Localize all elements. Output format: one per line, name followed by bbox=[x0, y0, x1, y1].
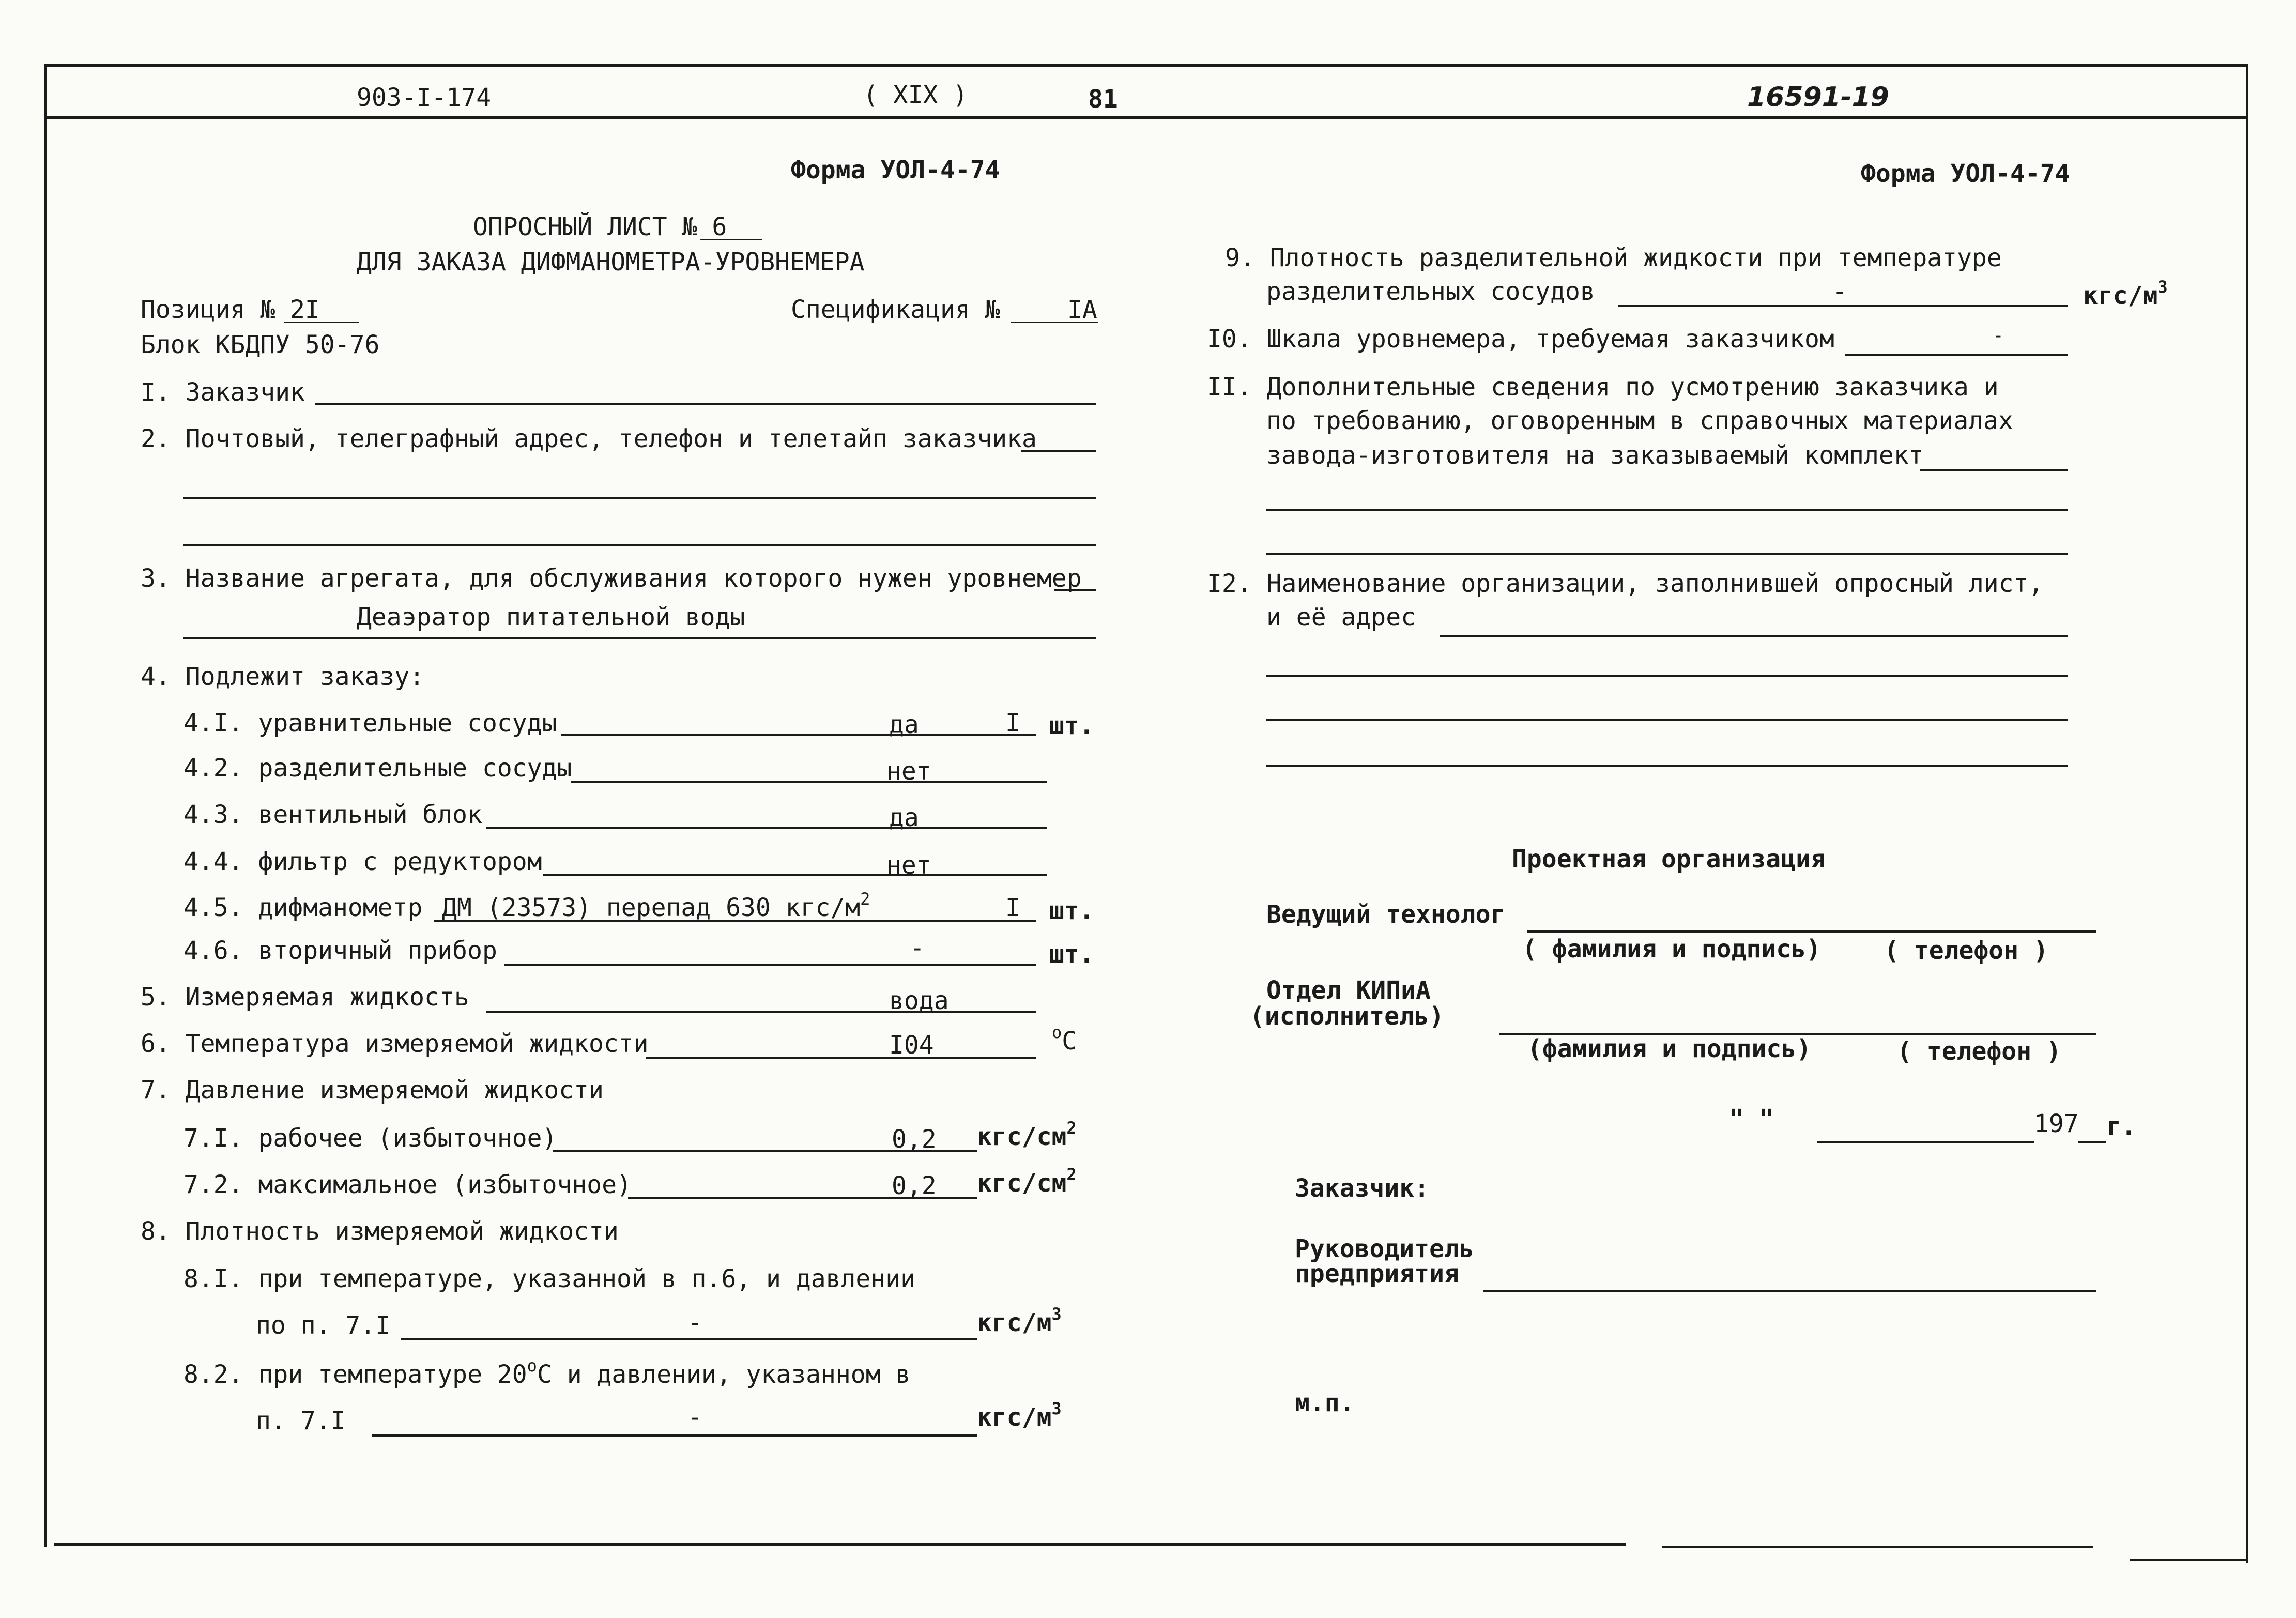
item-12-line2: и её адрес bbox=[1266, 603, 1416, 632]
item-8-1-unit: кгс/$м^3$ bbox=[977, 1304, 1062, 1337]
item-8-1-line1: 8.I. при температуре, указанной в п.6, и давлении bbox=[183, 1264, 916, 1293]
item-4-5-value: ДМ (23573) перепад 630 кгс/$м^2$ bbox=[442, 889, 870, 922]
item-8-1-value: - bbox=[687, 1308, 702, 1337]
item-4-1-field[interactable] bbox=[561, 734, 1036, 736]
lead-technologist-label: Ведущий технолог bbox=[1266, 900, 1506, 929]
dept-executor-label: (исполнитель) bbox=[1250, 1002, 1444, 1031]
specification-value: IA bbox=[1067, 295, 1097, 324]
item-4-6-field[interactable] bbox=[504, 964, 1036, 966]
item-4-6-unit: шт. bbox=[1049, 940, 1094, 969]
item-4-3-label: 4.3. вентильный блок bbox=[183, 800, 482, 829]
item-10-value: - bbox=[1993, 325, 2004, 346]
header-divider bbox=[47, 116, 2248, 119]
item-8-2-line2: п. 7.I bbox=[256, 1407, 346, 1436]
item-11-field[interactable] bbox=[1920, 469, 2068, 471]
form-title-line2: ДЛЯ ЗАКАЗА ДИФМАНОМЕТРА-УРОВНЕМЕРА bbox=[357, 248, 865, 277]
item-4-2-label: 4.2. разделительные сосуды bbox=[183, 754, 572, 783]
item-6-field[interactable] bbox=[646, 1057, 1036, 1059]
name-sign-caption: ( фамилия и подпись) bbox=[1522, 935, 1821, 964]
item-3-value: Деаэратор питательной воды bbox=[357, 603, 745, 632]
item-4-6-value: - bbox=[910, 934, 925, 963]
frame-bottom-line-3 bbox=[2130, 1559, 2248, 1561]
item-7-1-value: 0,2 bbox=[892, 1125, 937, 1154]
phone-caption-2: ( телефон ) bbox=[1897, 1037, 2061, 1066]
item-2-field-line3[interactable] bbox=[183, 544, 1096, 546]
item-7-2-label: 7.2. максимальное (избыточное) bbox=[183, 1170, 632, 1199]
item-12-field-line2[interactable] bbox=[1266, 675, 2068, 677]
item-4-order: 4. Подлежит заказу: bbox=[141, 662, 425, 691]
item-4-4-field[interactable] bbox=[543, 874, 1047, 876]
item-2-field-line2[interactable] bbox=[183, 497, 1096, 499]
item-5-field[interactable] bbox=[486, 1011, 1036, 1013]
form-label-left: Форма УОЛ-4-74 bbox=[791, 156, 1000, 185]
document-code: 903-I-174 bbox=[357, 83, 492, 112]
item-2-field[interactable] bbox=[1021, 450, 1096, 452]
item-6-temperature: 6. Температура измеряемой жидкости bbox=[141, 1029, 649, 1058]
item-4-4-label: 4.4. фильтр с редуктором bbox=[183, 847, 542, 876]
item-11-line3: завода-изготовителя на заказываемый комплект bbox=[1266, 441, 1924, 470]
item-4-1-value: да bbox=[889, 710, 919, 739]
item-4-5-field[interactable] bbox=[434, 920, 1036, 922]
form-number-underline bbox=[700, 239, 762, 240]
customer-label: Заказчик: bbox=[1295, 1174, 1430, 1203]
frame-left-line bbox=[44, 64, 47, 1547]
date-year: 197 bbox=[2034, 1109, 2079, 1138]
head-label-line1: Руководитель bbox=[1295, 1234, 1474, 1263]
item-4-1-qty: I bbox=[1005, 709, 1020, 738]
item-8-1-line2: по п. 7.I bbox=[256, 1311, 391, 1340]
section-number: ( XIX ) bbox=[863, 81, 968, 110]
item-7-1-unit: кгс/$см^2$ bbox=[977, 1118, 1077, 1151]
item-6-unit: $^o$C bbox=[1052, 1022, 1077, 1056]
item-4-6-label: 4.6. вторичный прибор bbox=[183, 936, 497, 965]
date-year-underline[interactable] bbox=[2078, 1141, 2106, 1143]
item-1-customer: I. Заказчик bbox=[141, 378, 305, 407]
form-title-line1: ОПРОСНЫЙ ЛИСТ № 6 bbox=[473, 212, 727, 241]
item-8-2-line1: 8.2. при температуре 20$^o$C и давлении, указанном в bbox=[183, 1356, 911, 1389]
item-12-line1: I2. Наименование организации, заполнившей опросный лист, bbox=[1207, 569, 2044, 598]
item-4-1-unit: шт. bbox=[1049, 711, 1094, 740]
name-sign-caption-2: (фамилия и подпись) bbox=[1527, 1034, 1812, 1063]
date-suffix: г. bbox=[2106, 1112, 2136, 1141]
frame-top-line bbox=[44, 64, 2248, 67]
page-number: 81 bbox=[1088, 85, 1118, 114]
item-4-1-label: 4.I. уравнительные сосуды bbox=[183, 709, 557, 738]
item-9-line2: разделительных сосудов bbox=[1266, 277, 1595, 306]
item-12-field-line3[interactable] bbox=[1266, 719, 2068, 721]
item-8-density: 8. Плотность измеряемой жидкости bbox=[141, 1217, 619, 1246]
phone-caption: ( телефон ) bbox=[1884, 936, 2048, 965]
item-4-2-value: нет bbox=[886, 757, 931, 786]
design-org-title: Проектная организация bbox=[1512, 845, 1826, 874]
item-7-2-unit: кгс/$см^2$ bbox=[977, 1165, 1077, 1198]
date-field[interactable] bbox=[1817, 1141, 2034, 1143]
item-5-liquid: 5. Измеряемая жидкость bbox=[141, 983, 469, 1012]
head-signature-field[interactable] bbox=[1483, 1290, 2096, 1292]
item-9-unit: кгс/$м^3$ bbox=[2083, 277, 2168, 310]
lead-technologist-field[interactable] bbox=[1527, 930, 2096, 933]
item-4-5-label: 4.5. дифманометр bbox=[183, 893, 423, 922]
item-1-field[interactable] bbox=[315, 403, 1096, 405]
item-12-field[interactable] bbox=[1440, 635, 2068, 637]
block-label: Блок КБДПУ 50-76 bbox=[141, 330, 380, 359]
specification-underline bbox=[1011, 322, 1098, 323]
item-2-address: 2. Почтовый, телеграфный адрес, телефон и телетайп заказчика bbox=[141, 424, 1037, 453]
item-3-unit-name: 3. Название агрегата, для обслуживания которого нужен уровнемер bbox=[141, 564, 1082, 593]
form-label-right: Форма УОЛ-4-74 bbox=[1861, 159, 2070, 188]
item-8-2-field[interactable] bbox=[372, 1434, 977, 1437]
item-7-1-label: 7.I. рабочее (избыточное) bbox=[183, 1124, 557, 1153]
item-9-line1: 9. Плотность разделительной жидкости при температуре bbox=[1225, 243, 2002, 272]
position-underline bbox=[284, 322, 359, 323]
specification-label: Спецификация № bbox=[791, 295, 1000, 324]
item-4-3-value: да bbox=[889, 803, 919, 832]
item-7-pressure: 7. Давление измеряемой жидкости bbox=[141, 1076, 604, 1105]
item-6-value: I04 bbox=[889, 1031, 934, 1060]
item-4-3-field[interactable] bbox=[486, 827, 1047, 829]
archive-number: 16591-19 bbox=[1747, 82, 1889, 113]
date-quotes: " " bbox=[1729, 1104, 1774, 1133]
head-label-line2: предприятия bbox=[1295, 1259, 1459, 1288]
item-8-2-unit: кгс/$м^3$ bbox=[977, 1399, 1062, 1432]
item-11-field-line3[interactable] bbox=[1266, 553, 2068, 555]
item-11-field-line2[interactable] bbox=[1266, 509, 2068, 511]
item-7-2-value: 0,2 bbox=[892, 1171, 937, 1200]
item-4-5-qty: I bbox=[1005, 893, 1020, 922]
dept-kipia-label: Отдел КИПиА bbox=[1266, 976, 1431, 1005]
item-10-scale: I0. Шкала уровнемера, требуемая заказчиком bbox=[1207, 325, 1834, 354]
item-8-1-field[interactable] bbox=[401, 1338, 977, 1340]
frame-right-line bbox=[2246, 64, 2248, 1563]
item-11-line2: по требованию, оговоренным в справочных материалах bbox=[1266, 406, 2013, 435]
item-3-value-line[interactable] bbox=[183, 637, 1096, 639]
item-11-line1: II. Дополнительные сведения по усмотрению заказчика и bbox=[1207, 373, 1999, 402]
item-4-4-value: нет bbox=[886, 851, 931, 880]
item-9-value: - bbox=[1832, 277, 1847, 306]
item-4-5-unit: шт. bbox=[1049, 896, 1094, 925]
item-12-field-line4[interactable] bbox=[1266, 765, 2068, 767]
item-10-field[interactable] bbox=[1845, 354, 2068, 356]
item-8-2-value: - bbox=[687, 1403, 702, 1432]
frame-bottom-line bbox=[54, 1543, 1626, 1546]
item-3-field[interactable] bbox=[1054, 589, 1096, 591]
stamp-place: м.п. bbox=[1295, 1388, 1355, 1417]
position-number: Позиция № 2I bbox=[141, 295, 320, 324]
item-4-2-field[interactable] bbox=[571, 781, 1047, 783]
item-5-value: вода bbox=[889, 986, 949, 1015]
frame-bottom-line-2 bbox=[1662, 1546, 2093, 1548]
